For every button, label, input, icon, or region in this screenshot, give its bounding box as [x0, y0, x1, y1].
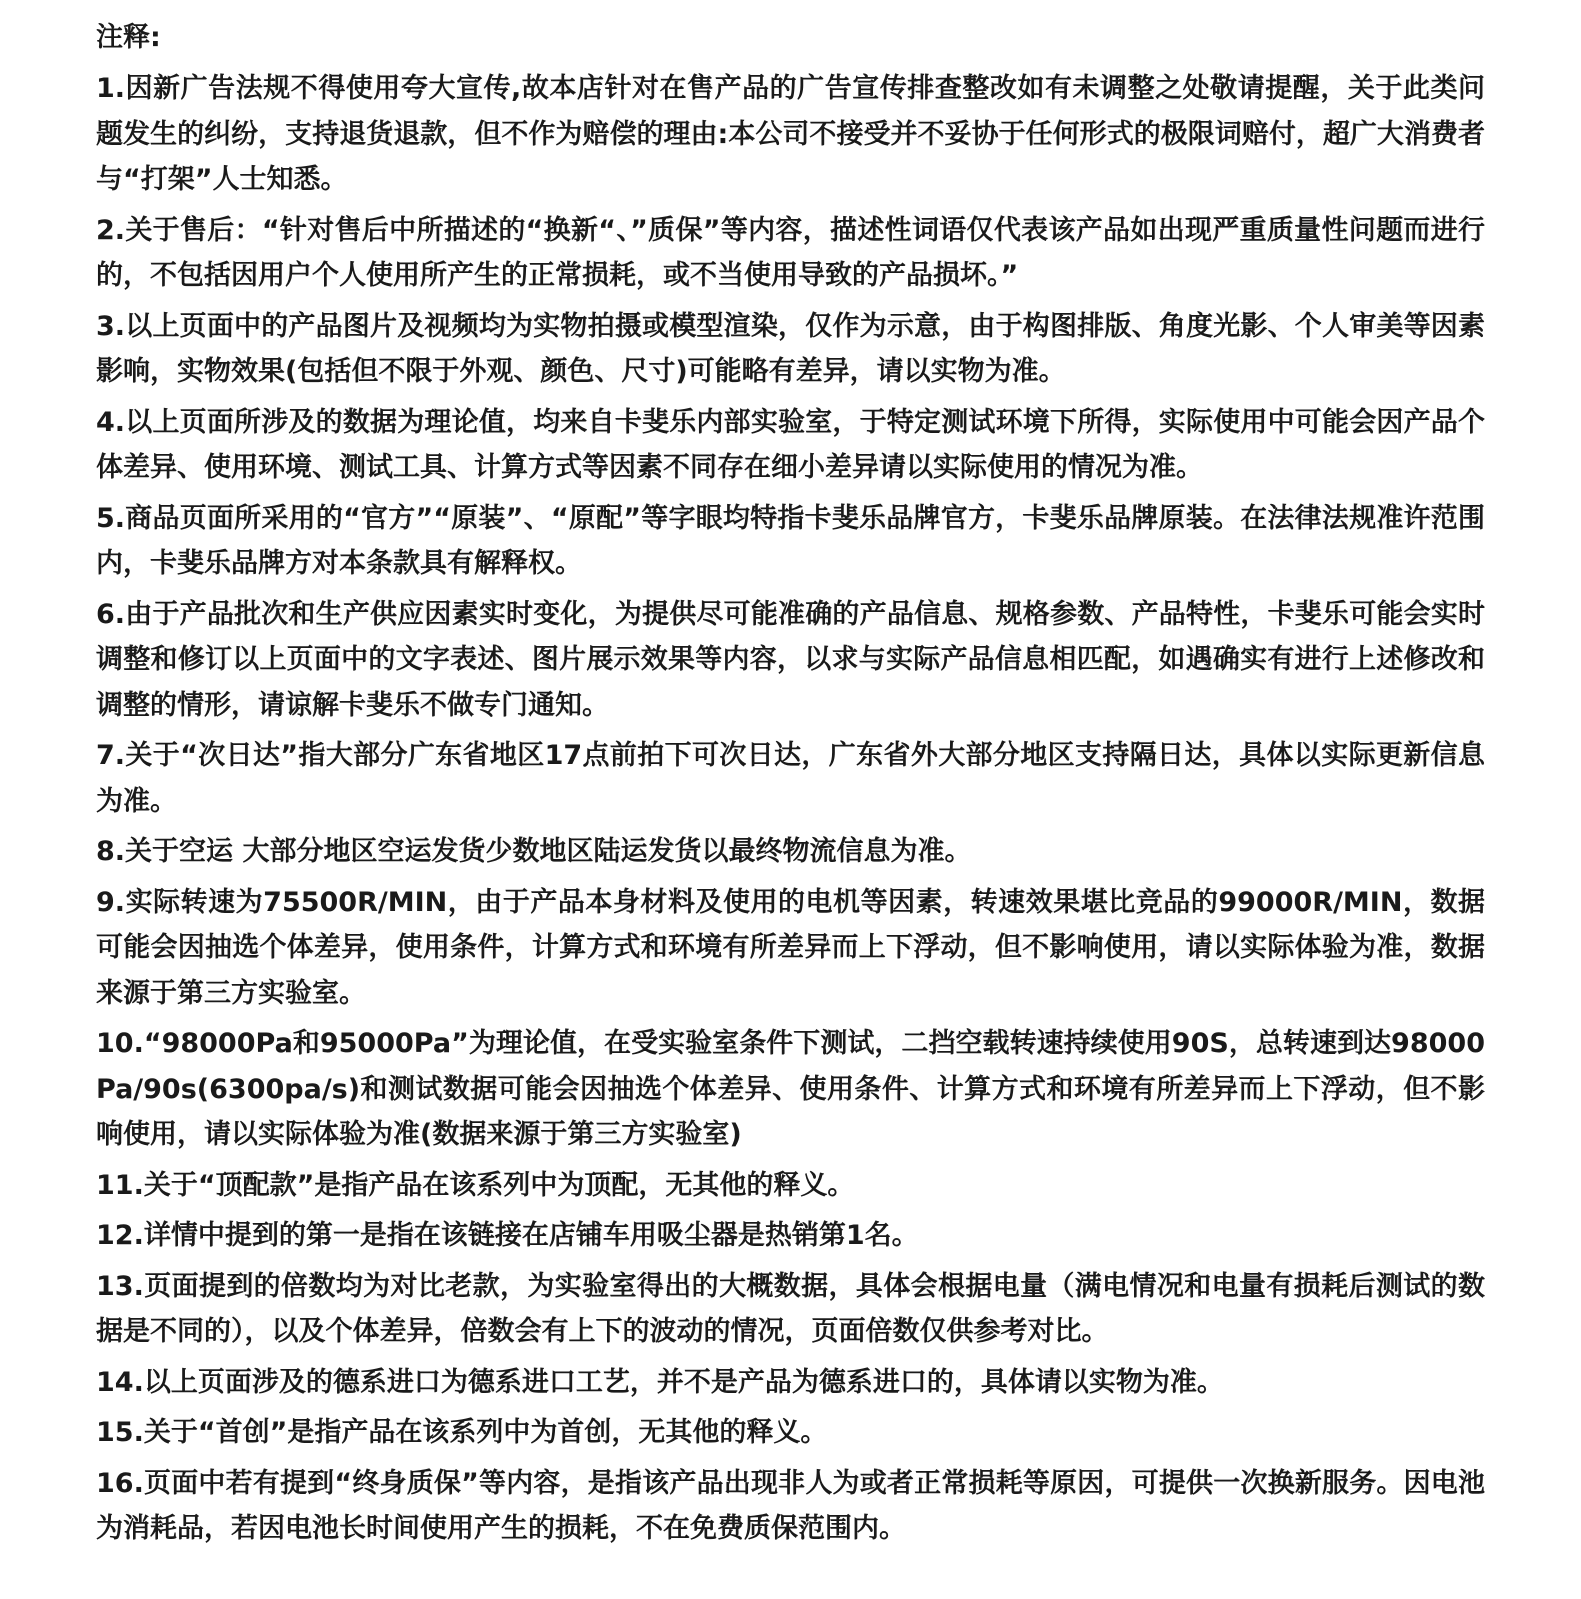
- note-item: 1.因新广告法规不得使用夸大宣传,故本店针对在售产品的广告宣传排查整改如有未调整之处敬请提醒，关于此类问题发生的纠纷，支持退货退款，但不作为赔偿的理由:本公司不接受并不妥协于任何形式的极限词赔付，超广大消费者与“打架”人士知悉。: [96, 73, 1485, 195]
- note-item: 5.商品页面所采用的“官方”“原装”、“原配”等字眼均特指卡斐乐品牌官方，卡斐乐品牌原装。在法律法规准许范围内，卡斐乐品牌方对本条款具有解释权。: [96, 502, 1485, 579]
- note-item: 11.关于“顶配款”是指产品在该系列中为顶配，无其他的释义。: [96, 1169, 855, 1201]
- note-item: 16.页面中若有提到“终身质保”等内容，是指该产品出现非人为或者正常损耗等原因，可提供一次换新服务。因电池为消耗品，若因电池长时间使用产生的损耗，不在免费质保范围内。: [96, 1467, 1485, 1544]
- note-item: 2.关于售后：“针对售后中所描述的“换新“、”质保”等内容，描述性词语仅代表该产品如出现严重质量性问题而进行的，不包括因用户个人使用所产生的正常损耗，或不当使用导致的产品损坏。”: [96, 214, 1485, 291]
- note-item: 4.以上页面所涉及的数据为理论值，均来自卡斐乐内部实验室，于特定测试环境下所得，实际使用中可能会因产品个体差异、使用环境、测试工具、计算方式等因素不同存在细小差异请以实际使用的情况为准。: [96, 406, 1485, 483]
- note-item: 15.关于“首创”是指产品在该系列中为首创，无其他的释义。: [96, 1417, 828, 1448]
- note-item: 10.“98000Pa和95000Pa”为理论值，在受实验室条件下测试，二挡空载转速持续使用90S，总转速到达98000Pa/90s(6300pa/s)和测试数据可能会因抽选个体差异、使用条件、计算方式和环境有所差异而上下浮动，但不影响使用，请以实际体验为准(数据来源于第三方实验室): [96, 1028, 1485, 1150]
- note-item: 8.关于空运 大部分地区空运发货少数地区陆运发货以最终物流信息为准。: [96, 836, 972, 867]
- note-item: 12.详情中提到的第一是指在该链接在店铺车用吸尘器是热销第1名。: [96, 1220, 919, 1251]
- note-item: 9.实际转速为75500R/MIN，由于产品本身材料及使用的电机等因素，转速效果堪比竞品的99000R/MIN，数据可能会因抽选个体差异，使用条件，计算方式和环境有所差异而上下浮动，但不影响使用，请以实际体验为准，数据来源于第三方实验室。: [96, 886, 1485, 1009]
- note-item: 6.由于产品批次和生产供应因素实时变化，为提供尽可能准确的产品信息、规格参数、产品特性，卡斐乐可能会实时调整和修订以上页面中的文字表述、图片展示效果等内容，以求与实际产品信息相匹配，如遇确实有进行上述修改和调整的情形，请谅解卡斐乐不做专门通知。: [96, 598, 1485, 721]
- note-item: 7.关于“次日达”指大部分广东省地区17点前拍下可次日达，广东省外大部分地区支持隔日达，具体以实际更新信息为准。: [96, 740, 1485, 817]
- note-item: 13.页面提到的倍数均为对比老款，为实验室得出的大概数据，具体会根据电量（满电情况和电量有损耗后测试的数据是不同的），以及个体差异，倍数会有上下的波动的情况，页面倍数仅供参考对比。: [96, 1270, 1485, 1347]
- note-item: 3.以上页面中的产品图片及视频均为实物拍摄或模型渲染，仅作为示意，由于构图排版、角度光影、个人审美等因素影响，实物效果(包括但不限于外观、颜色、尺寸)可能略有差异，请以实物为准。: [96, 310, 1485, 387]
- note-item: 14.以上页面涉及的德系进口为德系进口工艺，并不是产品为德系进口的，具体请以实物为准。: [96, 1366, 1224, 1398]
- notes-title: 注释:: [96, 22, 161, 53]
- notes-list: [96, 66, 1485, 1552]
